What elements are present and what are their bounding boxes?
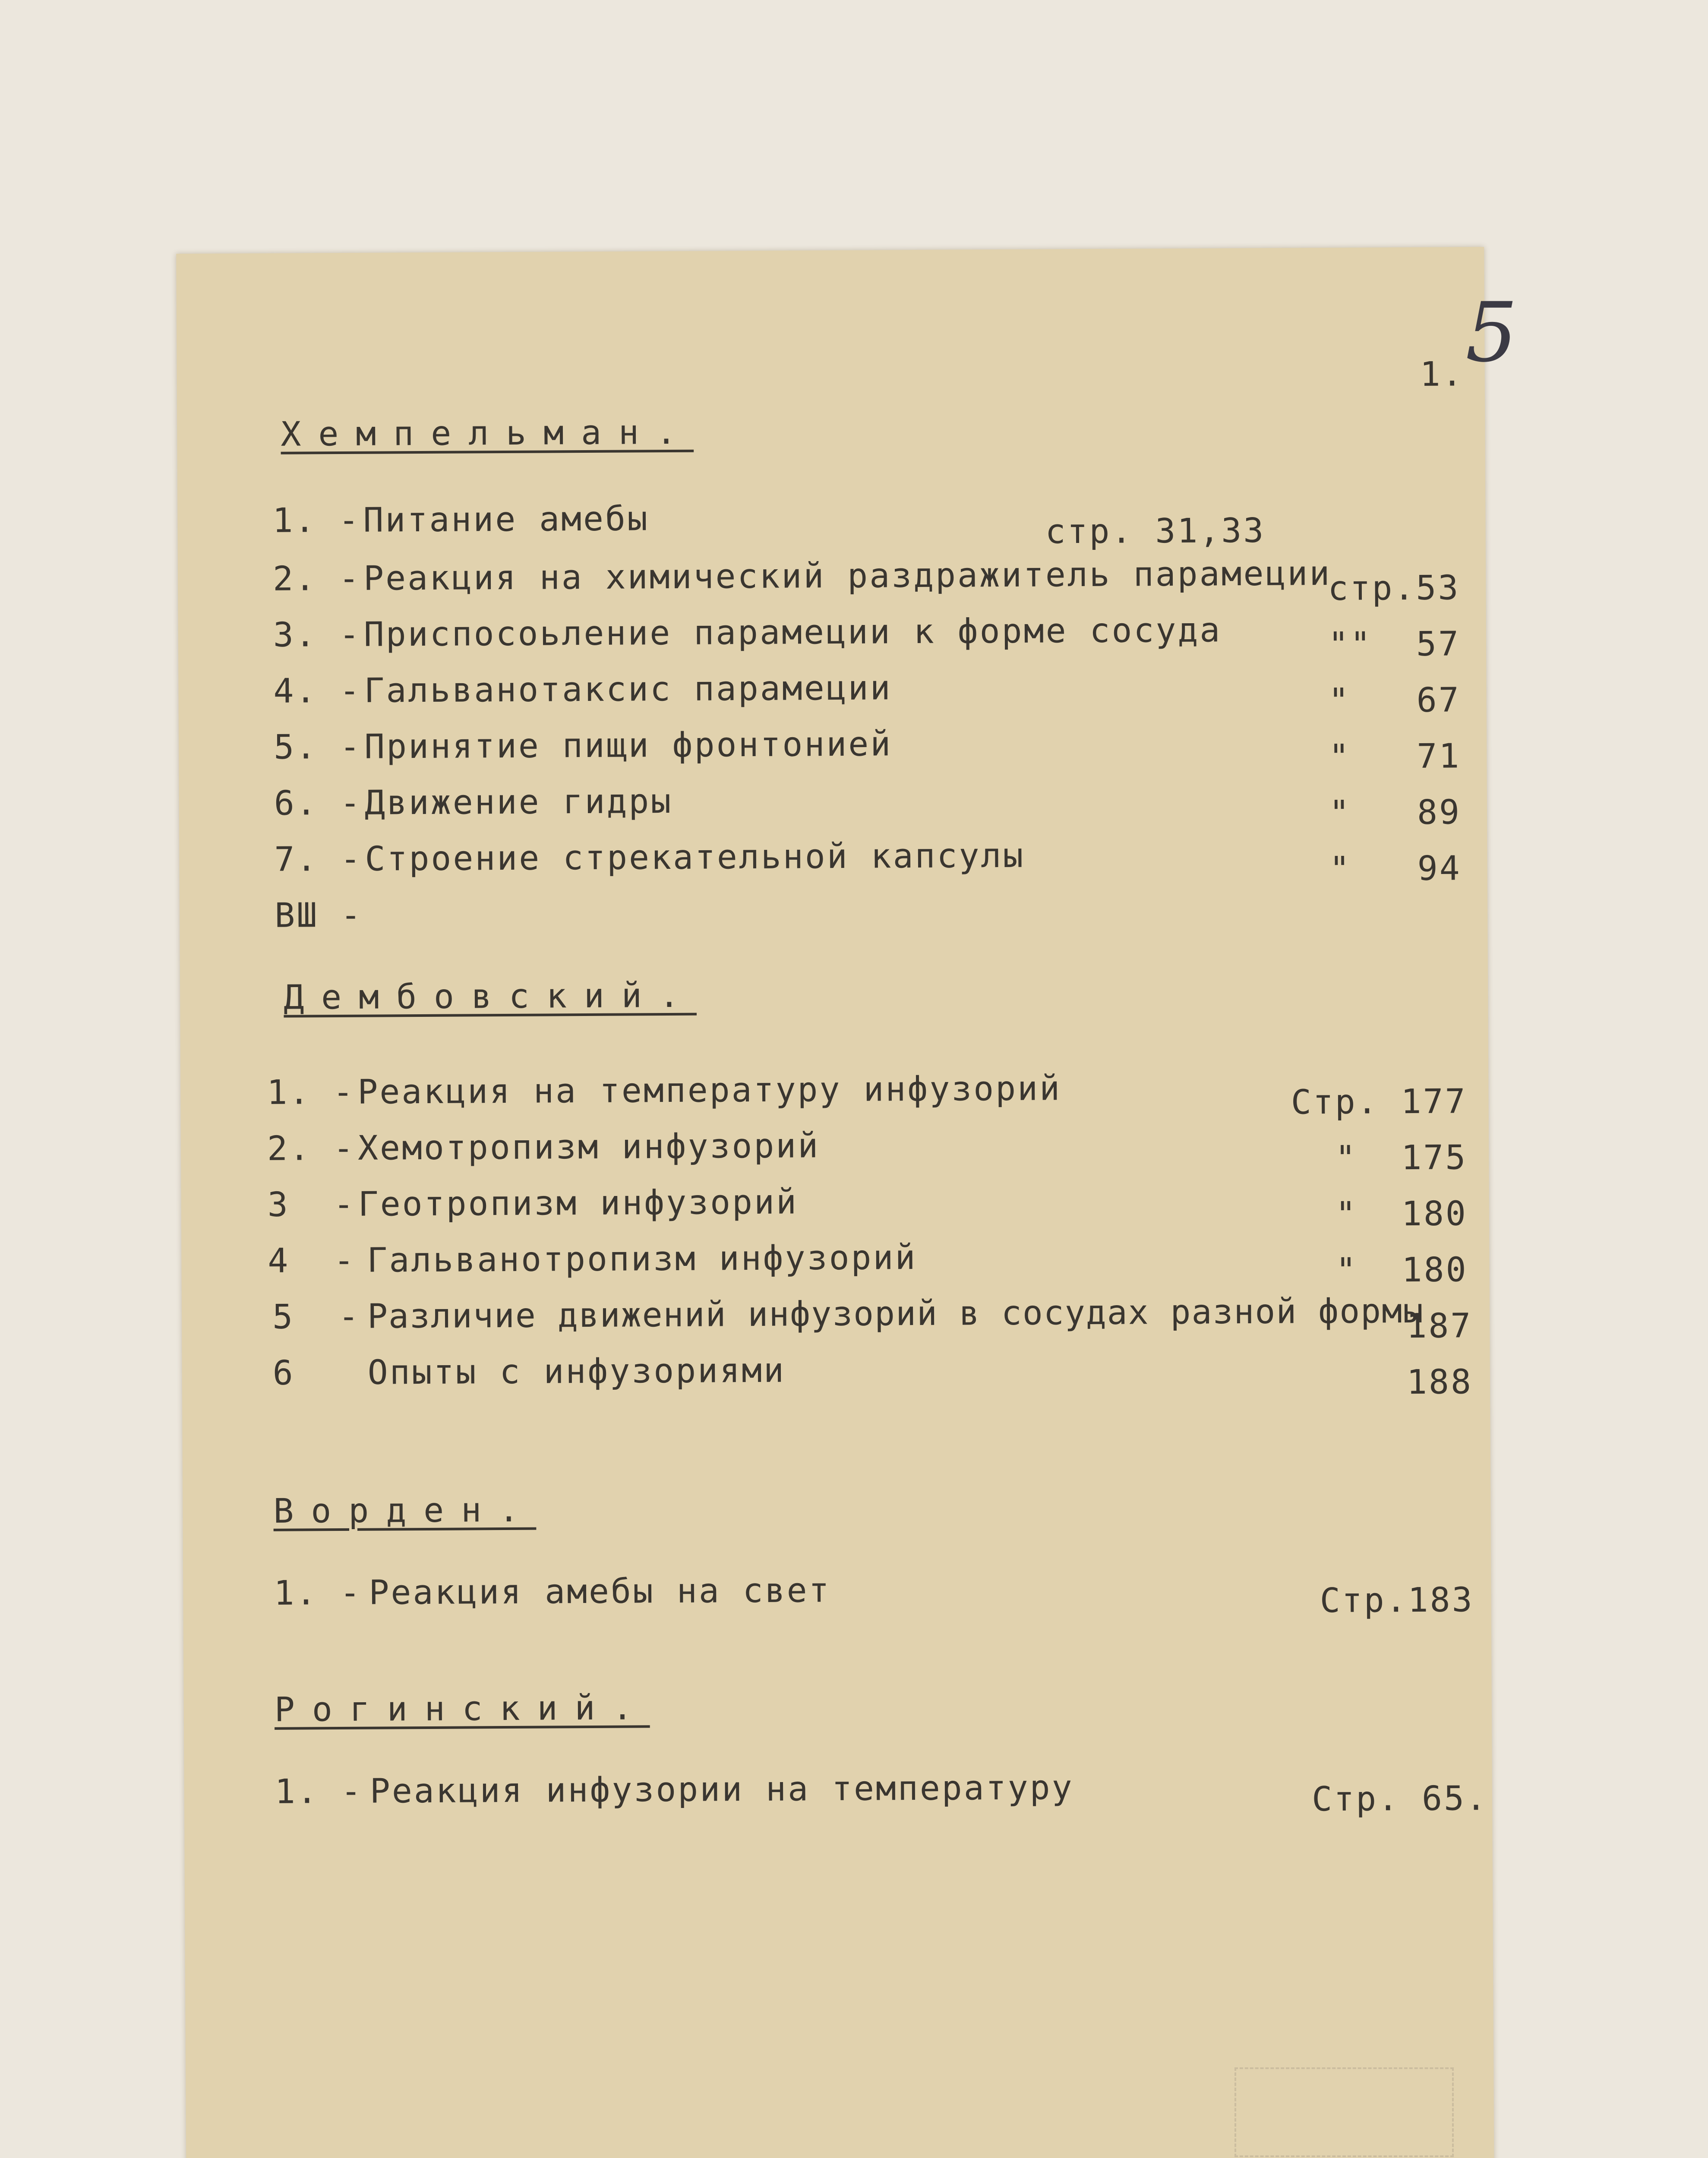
item-page: 188	[1406, 1363, 1473, 1402]
item-title: Опыты с инфузориями	[367, 1351, 786, 1392]
item-number: 3. -	[273, 615, 361, 655]
item-number: 1. -	[275, 1772, 363, 1811]
item-number: 7. -	[274, 839, 363, 879]
item-title: Различие движений инфузорий в сосудах разной формы	[367, 1291, 1424, 1336]
item-page: Стр. 65.	[1312, 1779, 1488, 1819]
item-title: Движение гидры	[364, 782, 673, 823]
item-page: " 67	[1328, 681, 1461, 720]
item-page: " 71	[1329, 737, 1461, 776]
item-title: Принятие пищи фронтонией	[364, 725, 893, 767]
item-page: Стр. 177	[1291, 1082, 1467, 1122]
archive-stamp	[1234, 2067, 1454, 2157]
item-number: 4 -	[268, 1241, 356, 1281]
item-number: 1. -	[272, 501, 361, 540]
item-title: Строение стрекательной капсулы	[365, 836, 1025, 879]
item-number: 1. -	[274, 1573, 362, 1613]
item-title: Реакция на химический раздражитель парамеции	[363, 554, 1332, 598]
item-number: 3 -	[267, 1185, 356, 1224]
handwritten-folio: 5	[1465, 285, 1518, 380]
item-page: " 180	[1335, 1194, 1468, 1234]
item-number: ВШ -	[274, 896, 363, 935]
item-number: 2. -	[272, 559, 361, 599]
document-sheet	[176, 247, 1494, 2158]
item-page: " 94	[1329, 849, 1462, 889]
item-number: 1. -	[267, 1073, 355, 1112]
item-number: 5 -	[272, 1297, 361, 1337]
item-title: Приспосоьление парамеции к форме сосуда	[363, 611, 1222, 654]
item-page: 187	[1406, 1306, 1473, 1346]
item-title: Геотропизм инфузорий	[358, 1183, 799, 1224]
item-title: Реакция на температуру инфузорий	[357, 1069, 1062, 1112]
item-title: Хемотропизм инфузорий	[357, 1126, 820, 1168]
item-page: " 175	[1335, 1138, 1468, 1178]
item-title: Реакция инфузории на температуру	[369, 1768, 1074, 1811]
item-title: Питание амебы	[363, 499, 650, 540]
item-title: Гальванотропизм инфузорий	[367, 1238, 917, 1280]
item-number: 6	[272, 1353, 295, 1393]
item-page: Стр.183	[1320, 1581, 1474, 1621]
item-title: Гальванотаксис парамеции	[364, 669, 892, 710]
section-heading: Дембовский.	[283, 976, 697, 1017]
item-number: 5. -	[273, 727, 362, 767]
sheet-number: 1.	[1420, 355, 1464, 394]
item-page: "" 57	[1328, 625, 1461, 665]
section-heading: Рогинский.	[274, 1688, 650, 1729]
item-title: Реакция амебы на свет	[369, 1571, 831, 1612]
item-page: стр. 31,33	[1045, 511, 1266, 552]
item-page: " 180	[1335, 1250, 1468, 1290]
item-number: 6. -	[274, 783, 362, 823]
item-page: " 89	[1329, 793, 1462, 833]
item-number: 4. -	[273, 671, 362, 711]
section-heading: Хемпельман.	[281, 413, 694, 454]
item-page: стр.53	[1328, 568, 1460, 609]
section-heading: Ворден.	[273, 1490, 537, 1531]
item-number: 2. -	[267, 1129, 356, 1168]
